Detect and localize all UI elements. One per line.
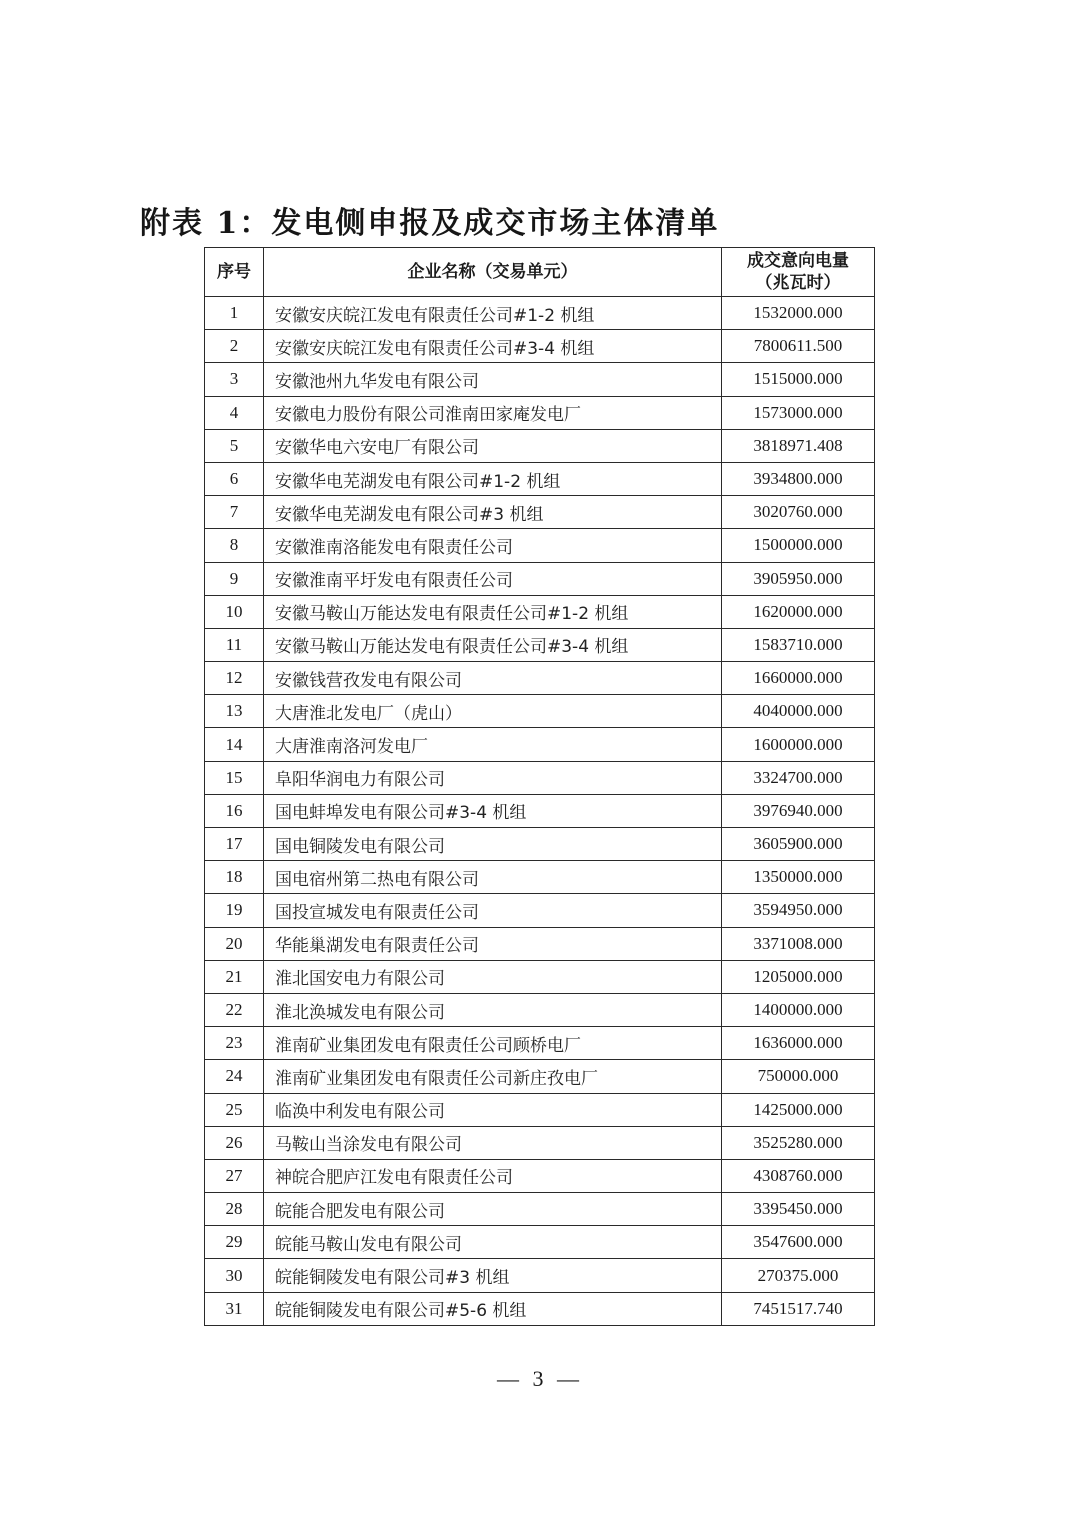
row-index: 9 xyxy=(205,562,264,595)
row-index: 24 xyxy=(205,1060,264,1093)
row-index: 25 xyxy=(205,1093,264,1126)
table-row xyxy=(205,794,875,827)
row-index: 19 xyxy=(205,894,264,927)
row-index: 15 xyxy=(205,761,264,794)
table-row xyxy=(205,1060,875,1093)
row-company-name: 淮北涣城发电有限公司 xyxy=(264,993,722,1026)
row-index: 23 xyxy=(205,1027,264,1060)
row-company-name: 安徽安庆皖江发电有限责任公司#3-4 机组 xyxy=(264,330,722,363)
row-company-name: 安徽淮南洛能发电有限责任公司 xyxy=(264,529,722,562)
table-row xyxy=(205,1126,875,1159)
row-company-name: 安徽马鞍山万能达发电有限责任公司#3-4 机组 xyxy=(264,628,722,661)
row-company-name: 安徽马鞍山万能达发电有限责任公司#1-2 机组 xyxy=(264,595,722,628)
header-company-name: 企业名称（交易单元） xyxy=(264,248,722,297)
table-row xyxy=(205,761,875,794)
table-row xyxy=(205,363,875,396)
row-index: 27 xyxy=(205,1159,264,1192)
table-row xyxy=(205,927,875,960)
table-row xyxy=(205,297,875,330)
row-amount: 1350000.000 xyxy=(722,861,875,894)
header-amount-unit: （兆瓦时） xyxy=(755,273,841,293)
row-amount: 7800611.500 xyxy=(722,330,875,363)
row-index: 17 xyxy=(205,828,264,861)
row-company-name: 淮南矿业集团发电有限责任公司顾桥电厂 xyxy=(264,1027,722,1060)
row-company-name: 安徽安庆皖江发电有限责任公司#1-2 机组 xyxy=(264,297,722,330)
table-body xyxy=(205,297,875,1326)
table-row xyxy=(205,828,875,861)
row-index: 30 xyxy=(205,1259,264,1292)
row-company-name: 安徽华电芜湖发电有限公司#3 机组 xyxy=(264,496,722,529)
row-index: 8 xyxy=(205,529,264,562)
row-amount: 3395450.000 xyxy=(722,1193,875,1226)
row-amount: 1620000.000 xyxy=(722,595,875,628)
row-index: 7 xyxy=(205,496,264,529)
row-index: 20 xyxy=(205,927,264,960)
row-index: 21 xyxy=(205,960,264,993)
header-index: 序号 xyxy=(205,248,264,297)
row-amount: 3371008.000 xyxy=(722,927,875,960)
row-amount: 3934800.000 xyxy=(722,462,875,495)
table-row xyxy=(205,1259,875,1292)
row-company-name: 安徽华电六安电厂有限公司 xyxy=(264,429,722,462)
row-amount: 1400000.000 xyxy=(722,993,875,1026)
row-company-name: 安徽电力股份有限公司淮南田家庵发电厂 xyxy=(264,396,722,429)
table-row xyxy=(205,1193,875,1226)
row-company-name: 安徽钱营孜发电有限公司 xyxy=(264,662,722,695)
header-amount-line1: 成交意向电量 xyxy=(747,251,849,271)
table-row xyxy=(205,496,875,529)
table-row xyxy=(205,595,875,628)
row-company-name: 安徽华电芜湖发电有限公司#1-2 机组 xyxy=(264,462,722,495)
row-index: 13 xyxy=(205,695,264,728)
table-row xyxy=(205,960,875,993)
row-amount: 3020760.000 xyxy=(722,496,875,529)
row-amount: 1600000.000 xyxy=(722,728,875,761)
row-index: 10 xyxy=(205,595,264,628)
row-amount: 750000.000 xyxy=(722,1060,875,1093)
row-amount: 3605900.000 xyxy=(722,828,875,861)
row-index: 22 xyxy=(205,993,264,1026)
row-index: 31 xyxy=(205,1292,264,1325)
row-amount: 3547600.000 xyxy=(722,1226,875,1259)
page-title: 附表 1：发电侧申报及成交市场主体清单 xyxy=(140,206,720,241)
table-row xyxy=(205,462,875,495)
table-row xyxy=(205,1292,875,1325)
row-company-name: 马鞍山当涂发电有限公司 xyxy=(264,1126,722,1159)
table-row xyxy=(205,993,875,1026)
row-company-name: 神皖合肥庐江发电有限责任公司 xyxy=(264,1159,722,1192)
row-amount: 270375.000 xyxy=(722,1259,875,1292)
row-company-name: 国电铜陵发电有限公司 xyxy=(264,828,722,861)
table-row xyxy=(205,662,875,695)
row-index: 2 xyxy=(205,330,264,363)
table-row xyxy=(205,429,875,462)
page-number: — 3 — xyxy=(497,1366,583,1391)
row-amount: 1573000.000 xyxy=(722,396,875,429)
row-index: 28 xyxy=(205,1193,264,1226)
row-amount: 1515000.000 xyxy=(722,363,875,396)
table-row xyxy=(205,628,875,661)
row-amount: 1532000.000 xyxy=(722,297,875,330)
row-index: 11 xyxy=(205,628,264,661)
row-company-name: 国投宣城发电有限责任公司 xyxy=(264,894,722,927)
row-amount: 3594950.000 xyxy=(722,894,875,927)
header-amount xyxy=(722,248,875,297)
row-amount: 4308760.000 xyxy=(722,1159,875,1192)
row-amount: 7451517.740 xyxy=(722,1292,875,1325)
row-company-name: 华能巢湖发电有限责任公司 xyxy=(264,927,722,960)
row-company-name: 大唐淮南洛河发电厂 xyxy=(264,728,722,761)
table-header-row xyxy=(205,248,875,297)
table-row xyxy=(205,1093,875,1126)
row-company-name: 安徽池州九华发电有限公司 xyxy=(264,363,722,396)
row-company-name: 大唐淮北发电厂（虎山） xyxy=(264,695,722,728)
row-amount: 3324700.000 xyxy=(722,761,875,794)
row-company-name: 阜阳华润电力有限公司 xyxy=(264,761,722,794)
row-company-name: 安徽淮南平圩发电有限责任公司 xyxy=(264,562,722,595)
row-index: 4 xyxy=(205,396,264,429)
table-row xyxy=(205,1159,875,1192)
table-row xyxy=(205,861,875,894)
row-amount: 1425000.000 xyxy=(722,1093,875,1126)
table-row xyxy=(205,1226,875,1259)
table-row xyxy=(205,728,875,761)
row-index: 3 xyxy=(205,363,264,396)
row-index: 12 xyxy=(205,662,264,695)
row-amount: 3976940.000 xyxy=(722,794,875,827)
row-amount: 1636000.000 xyxy=(722,1027,875,1060)
row-company-name: 淮南矿业集团发电有限责任公司新庄孜电厂 xyxy=(264,1060,722,1093)
market-entity-table xyxy=(204,247,875,1326)
row-company-name: 临涣中利发电有限公司 xyxy=(264,1093,722,1126)
table-row xyxy=(205,396,875,429)
row-index: 18 xyxy=(205,861,264,894)
row-index: 16 xyxy=(205,794,264,827)
row-company-name: 皖能铜陵发电有限公司#3 机组 xyxy=(264,1259,722,1292)
table-row xyxy=(205,894,875,927)
row-company-name: 皖能合肥发电有限公司 xyxy=(264,1193,722,1226)
row-index: 29 xyxy=(205,1226,264,1259)
row-company-name: 国电蚌埠发电有限公司#3-4 机组 xyxy=(264,794,722,827)
row-company-name: 淮北国安电力有限公司 xyxy=(264,960,722,993)
row-amount: 1583710.000 xyxy=(722,628,875,661)
row-index: 26 xyxy=(205,1126,264,1159)
row-index: 1 xyxy=(205,297,264,330)
row-company-name: 皖能铜陵发电有限公司#5-6 机组 xyxy=(264,1292,722,1325)
table-row xyxy=(205,695,875,728)
row-index: 5 xyxy=(205,429,264,462)
row-amount: 3905950.000 xyxy=(722,562,875,595)
row-company-name: 国电宿州第二热电有限公司 xyxy=(264,861,722,894)
row-amount: 1660000.000 xyxy=(722,662,875,695)
row-index: 6 xyxy=(205,462,264,495)
row-company-name: 皖能马鞍山发电有限公司 xyxy=(264,1226,722,1259)
row-amount: 4040000.000 xyxy=(722,695,875,728)
row-amount: 1205000.000 xyxy=(722,960,875,993)
table-row xyxy=(205,1027,875,1060)
table-row xyxy=(205,330,875,363)
row-amount: 3818971.408 xyxy=(722,429,875,462)
table-row xyxy=(205,529,875,562)
row-index: 14 xyxy=(205,728,264,761)
row-amount: 1500000.000 xyxy=(722,529,875,562)
row-amount: 3525280.000 xyxy=(722,1126,875,1159)
table-row xyxy=(205,562,875,595)
